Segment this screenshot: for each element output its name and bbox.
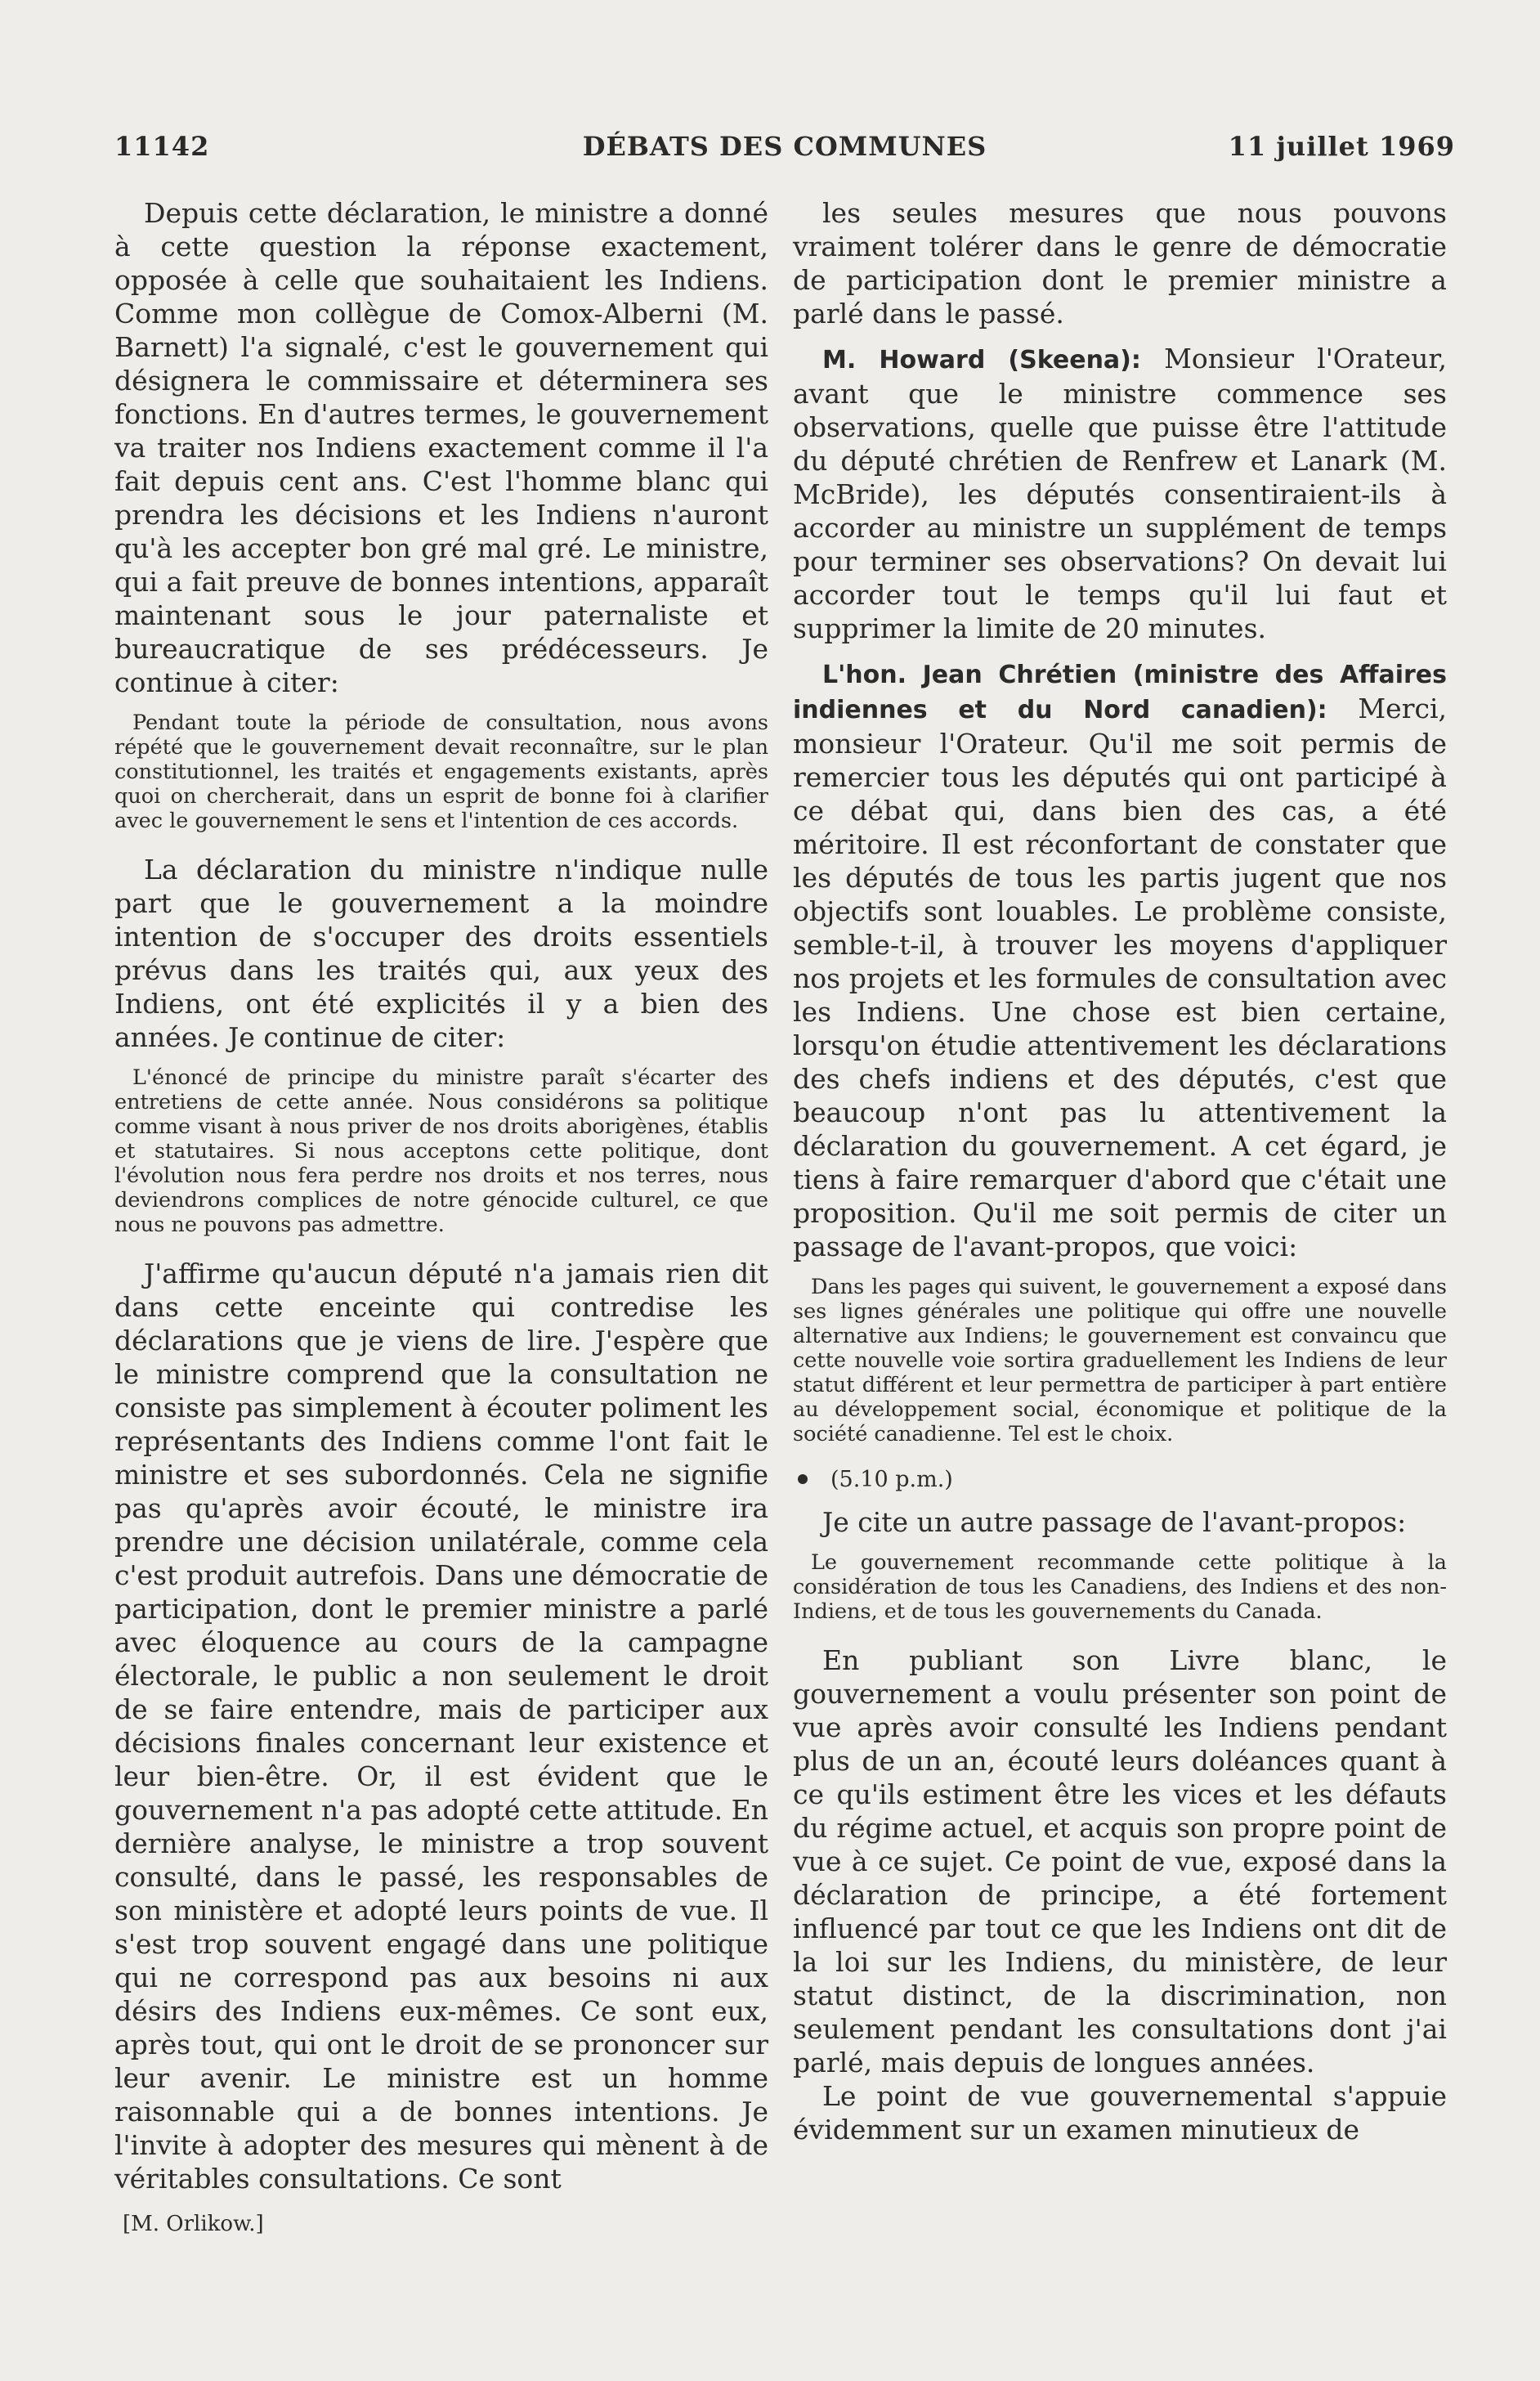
block-quote: Pendant toute la période de consultation, nous avons répété que le gouvernement devait reconnaître, sur le plan constitutionnel, les traités et engagements existants, après quoi on chercherait, dans un esprit de bonne foi à clarifier avec le gouvernement le sens et l'intention de ces accords. xyxy=(114,711,768,833)
left-column xyxy=(114,196,768,2238)
block-quote: L'énoncé de principe du ministre paraît s'écarter des entretiens de cette année. Nous considérons sa politique comme visant à nous priver de nos droits aborigènes, établis et statutaires. Si nous acceptons cette politique, dont l'évolution nous fera perdre nos droits et nos terres, nous deviendrons complices de notre génocide culturel, ce que nous ne pouvons pas admettre. xyxy=(114,1065,768,1237)
speech-chretien xyxy=(793,657,1447,1263)
page-number: 11142 xyxy=(114,131,210,162)
paragraph: En publiant son Livre blanc, le gouvernement a voulu présenter son point de vue après avoir consulté les Indiens pendant plus de un an, écouté leurs doléances quant à ce qu'ils estiment être les vices et les défauts du régime actuel, et acquis son propre point de vue à ce sujet. Ce point de vue, exposé dans la déclaration de principe, a été fortement influencé par tout ce que les Indiens ont dit de la loi sur les Indiens, du ministère, de leur statut distinct, de la discrimination, non seulement pendant les consultations dont j'ai parlé, mais depuis de longues années. xyxy=(793,1644,1447,2078)
bullet-icon xyxy=(798,1474,808,1484)
paragraph: les seules mesures que nous pouvons vraiment tolérer dans le genre de démocratie de participation dont le premier ministre a parlé dans le passé. xyxy=(793,197,1447,330)
speech-text: Monsieur l'Orateur, avant que le ministre commence ses observations, quelle que puisse être l'attitude du député chrétien de Renfrew et Lanark (M. McBride), les députés consentiraient-ils à accorder au ministre un supplément de temps pour terminer ses observations? On devait lui accorder tout le temps qu'il lui faut et supprimer la limite de 20 minutes. xyxy=(793,343,1447,644)
block-quote: Dans les pages qui suivent, le gouvernement a exposé dans ses lignes générales une politique qui offre une nouvelle alternative aux Indiens; le gouvernement est convaincu que cette nouvelle voie sortira graduellement les Indiens de leur statut différent et leur permettra de participer à part entière au développement social, économique et politique de la société canadienne. Tel est le choix. xyxy=(793,1275,1447,1446)
paragraph: Le point de vue gouvernemental s'appuie évidemment sur un examen minutieux de xyxy=(793,2080,1447,2146)
page-header xyxy=(114,131,1455,172)
paragraph: Depuis cette déclaration, le ministre a donné à cette question la réponse exactement, opposée à celle que souhaitaient les Indiens. Comme mon collègue de Comox-Alberni (M. Barnett) l'a signalé, c'est le gouvernement qui désignera le commissaire et déterminera ses fonctions. En d'autres termes, le gouvernement va traiter nos Indiens exactement comme il l'a fait depuis cent ans. C'est l'homme blanc qui prendra les décisions et les Indiens n'auront qu'à les accepter bon gré mal gré. Le ministre, qui a fait preuve de bonnes intentions, apparaît maintenant sous le jour paternaliste et bureaucratique de ses prédécesseurs. Je continue à citer: xyxy=(114,197,768,698)
speech-text: Merci, monsieur l'Orateur. Qu'il me soit permis de remercier tous les députés qui ont participé à ce débat qui, dans bien des cas, a été méritoire. Il est réconfortant de constater que les députés de tous les partis jugent que nos objectifs sont louables. Le problème consiste, semble-t-il, à trouver les moyens d'appliquer nos projets et les formules de consultation avec les Indiens. Une chose est bien certaine, lorsqu'on étudie attentivement les déclarations des chefs indiens et des députés, c'est que beaucoup n'ont pas lu attentivement la déclaration du gouvernement. A cet égard, je tiens à faire remarquer d'abord que c'était une proposition. Qu'il me soit permis de citer un passage de l'avant-propos, que voici: xyxy=(793,693,1447,1262)
time-stamp xyxy=(793,1466,1447,1494)
speaker-signature: [M. Orlikow.] xyxy=(123,2212,264,2236)
right-column xyxy=(793,196,1447,2146)
speaker-name: M. Howard (Skeena): xyxy=(822,346,1141,374)
time-text: (5.10 p.m.) xyxy=(830,1467,953,1492)
block-quote: Le gouvernement recommande cette politique à la considération de tous les Canadiens, des Indiens et des non-Indiens, et de tous les gouvernements du Canada. xyxy=(793,1550,1447,1624)
speech-howard xyxy=(793,342,1447,645)
publication-title: DÉBATS DES COMMUNES xyxy=(582,131,987,162)
paragraph: Je cite un autre passage de l'avant-propos: xyxy=(822,1506,1407,1538)
paragraph: La déclaration du ministre n'indique nulle part que le gouvernement a la moindre intention de s'occuper des droits essentiels prévus dans les traités qui, aux yeux des Indiens, ont été explicités il y a bien des années. Je continue de citer: xyxy=(114,854,768,1053)
page-date: 11 juillet 1969 xyxy=(1228,131,1455,162)
paragraph: J'affirme qu'aucun député n'a jamais rien dit dans cette enceinte qui contredise les déclarations que je viens de lire. J'espère que le ministre comprend que la consultation ne consiste pas simplement à écouter poliment les représentants des Indiens comme l'ont fait le ministre et ses subordonnés. Cela ne signifie pas qu'après avoir écouté, le ministre ira prendre une décision unilatérale, comme cela c'est produit autrefois. Dans une démocratie de participation, dont le premier ministre a parlé avec éloquence au cours de la campagne électorale, le public a non seulement le droit de se faire entendre, mais de participer aux décisions finales concernant leur existence et leur bien-être. Or, il est évident que le gouvernement n'a pas adopté cette attitude. En dernière analyse, le ministre a trop souvent consulté, dans le passé, les responsables de son ministère et adopté leurs points de vue. Il s'est trop souvent engagé dans une politique qui ne correspond pas aux besoins ni aux désirs des Indiens eux-mêmes. Ce sont eux, après tout, qui ont le droit de se prononcer sur leur avenir. Le ministre est un homme raisonnable qui a de bonnes intentions. Je l'invite à adopter des mesures qui mènent à de véritables consultations. Ce sont xyxy=(114,1258,768,2195)
speaker-name: L'hon. Jean Chrétien (ministre des Affaires indiennes et du Nord canadien): xyxy=(793,661,1447,724)
